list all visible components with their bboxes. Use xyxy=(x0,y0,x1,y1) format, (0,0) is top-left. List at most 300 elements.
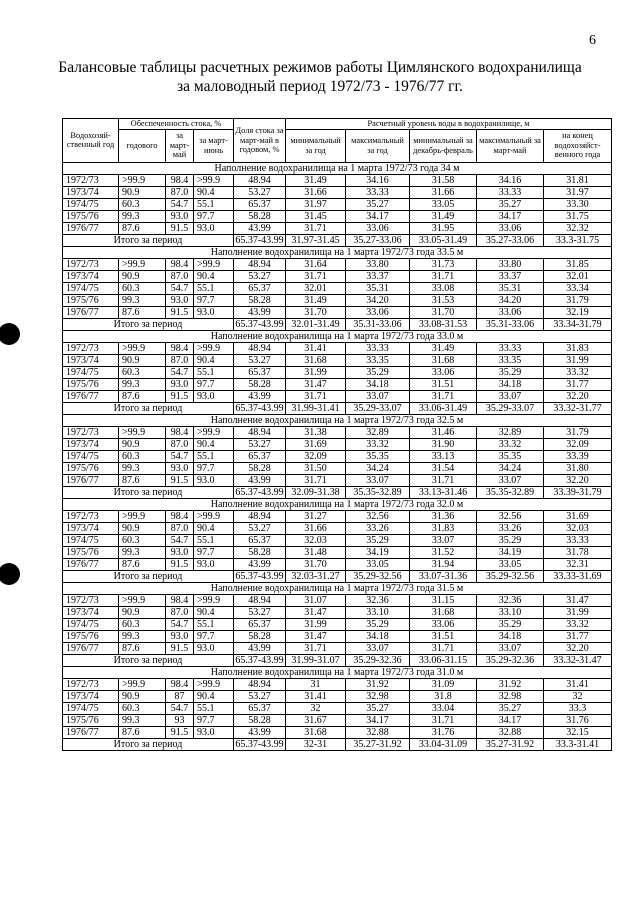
table-cell: 60.3 xyxy=(119,534,166,546)
table-cell: 31.71 xyxy=(410,270,477,282)
table-cell: >99.9 xyxy=(194,258,234,270)
table-cell: 98.4 xyxy=(166,174,194,186)
table-cell: 31.71 xyxy=(286,390,346,402)
header-provision-group: Обеспеченность стока, % xyxy=(119,119,234,130)
table-cell: 31.81 xyxy=(544,174,612,186)
table-cell: 31.99 xyxy=(544,606,612,618)
table-cell: 31.54 xyxy=(410,462,477,474)
table-cell: 60.3 xyxy=(119,618,166,630)
table-cell: 31.53 xyxy=(410,294,477,306)
table-cell: 99.3 xyxy=(119,210,166,222)
table-cell: 65.37 xyxy=(234,282,286,294)
table-cell: 33.80 xyxy=(477,258,544,270)
table-cell: 58.28 xyxy=(234,546,286,558)
table-cell: 35.35 xyxy=(477,450,544,462)
table-cell: 91.5 xyxy=(166,642,194,654)
header-end-year: на конец водохозяйст-венного года xyxy=(544,129,612,162)
total-cell: 35.29-32.56 xyxy=(346,570,410,582)
table-cell: 54.7 xyxy=(166,198,194,210)
table-cell: 35.31 xyxy=(477,282,544,294)
total-cell: 32.01-31.49 xyxy=(286,318,346,330)
table-cell: 58.28 xyxy=(234,378,286,390)
table-row xyxy=(63,270,612,282)
table-cell: 1975/76 xyxy=(63,378,119,390)
table-cell: 32.20 xyxy=(544,642,612,654)
total-label: Итого за период xyxy=(63,654,234,666)
table-cell: 31.07 xyxy=(286,594,346,606)
table-cell: 43.99 xyxy=(234,306,286,318)
table-cell: 60.3 xyxy=(119,702,166,714)
table-cell: 55.1 xyxy=(194,534,234,546)
total-cell: 33.32-31.47 xyxy=(544,654,612,666)
table-cell: 90.9 xyxy=(119,606,166,618)
table-cell: 1972/73 xyxy=(63,510,119,522)
table-cell: 93.0 xyxy=(194,474,234,486)
table-row xyxy=(63,222,612,234)
punch-hole xyxy=(0,323,20,345)
table-cell: 31.70 xyxy=(286,306,346,318)
total-cell: 31.97-31.45 xyxy=(286,234,346,246)
table-row xyxy=(63,306,612,318)
table-cell: 31.70 xyxy=(410,306,477,318)
total-cell: 35.27-31.92 xyxy=(346,738,410,750)
table-cell: 91.5 xyxy=(166,222,194,234)
table-cell: 90.4 xyxy=(194,606,234,618)
table-row xyxy=(63,462,612,474)
table-cell: 65.37 xyxy=(234,198,286,210)
total-cell: 32.09-31.38 xyxy=(286,486,346,498)
table-row xyxy=(63,186,612,198)
table-row xyxy=(63,618,612,630)
total-cell: 35.31-33.06 xyxy=(346,318,410,330)
total-cell: 35.29-32.56 xyxy=(477,570,544,582)
table-cell: >99.9 xyxy=(194,174,234,186)
table-cell: 34.20 xyxy=(346,294,410,306)
table-cell: 33.07 xyxy=(477,390,544,402)
table-cell: 98.4 xyxy=(166,678,194,690)
table-cell: 55.1 xyxy=(194,198,234,210)
table-cell: 33.32 xyxy=(544,618,612,630)
header-share: Доля стока за март-май в годовом, % xyxy=(234,119,286,163)
table-cell: 34.17 xyxy=(477,210,544,222)
table-cell: 34.16 xyxy=(477,174,544,186)
table-cell: 54.7 xyxy=(166,282,194,294)
table-cell: 1973/74 xyxy=(63,354,119,366)
table-row xyxy=(63,198,612,210)
table-row xyxy=(63,258,612,270)
table-cell: 1975/76 xyxy=(63,630,119,642)
table-cell: 99.3 xyxy=(119,714,166,726)
table-cell: >99.9 xyxy=(194,342,234,354)
table-cell: 31.99 xyxy=(544,354,612,366)
table-cell: 65.37 xyxy=(234,702,286,714)
total-cell: 65.37-43.99 xyxy=(235,654,284,666)
table-cell: 1974/75 xyxy=(63,534,119,546)
table-cell: 90.4 xyxy=(194,690,234,702)
table-cell: 35.27 xyxy=(346,702,410,714)
total-cell: 33.04-31.09 xyxy=(410,738,477,750)
table-cell: 93.0 xyxy=(194,222,234,234)
table-cell: 33.32 xyxy=(346,438,410,450)
table-cell: 31.94 xyxy=(410,558,477,570)
table-cell: 35.29 xyxy=(346,366,410,378)
table-cell: 97.7 xyxy=(194,714,234,726)
table-cell: 33.35 xyxy=(477,354,544,366)
total-label: Итого за период xyxy=(63,570,234,582)
section-heading-row xyxy=(63,246,612,258)
table-cell: 90.4 xyxy=(194,438,234,450)
header-min-dec-feb: минимальный за декабрь-февраль xyxy=(410,129,477,162)
section-heading: Наполнение водохранилища на 1 марта 1972/73 года 32.5 м xyxy=(63,414,612,426)
section-heading-row xyxy=(63,498,612,510)
table-cell: 33.32 xyxy=(477,438,544,450)
table-cell: 90.9 xyxy=(119,354,166,366)
table-row xyxy=(63,546,612,558)
table-cell: 48.94 xyxy=(234,510,286,522)
table-cell: 31.69 xyxy=(544,510,612,522)
table-cell: 1976/77 xyxy=(63,390,119,402)
total-cell: 65.37-43.99 xyxy=(235,570,284,582)
table-cell: 33.06 xyxy=(410,366,477,378)
title-line-1: Балансовые таблицы расчетных режимов работы Цимлянского водохранилища xyxy=(58,59,582,76)
table-cell: 87.6 xyxy=(119,726,166,738)
table-cell: 31.76 xyxy=(410,726,477,738)
total-cell: 31.99-31.41 xyxy=(286,402,346,414)
total-cell: 65.37-43.99 xyxy=(235,318,284,330)
total-cell: 31.99-31.07 xyxy=(286,654,346,666)
total-cell: 35.29-32.36 xyxy=(346,654,410,666)
total-row xyxy=(63,654,612,666)
table-cell: 31.52 xyxy=(410,546,477,558)
balance-table xyxy=(62,118,612,751)
table-cell: 48.94 xyxy=(234,678,286,690)
table-cell: 1975/76 xyxy=(63,210,119,222)
total-cell: 35.27-33.06 xyxy=(346,234,410,246)
table-cell: 33.33 xyxy=(544,534,612,546)
table-cell: 32.88 xyxy=(477,726,544,738)
table-cell: 34.18 xyxy=(477,378,544,390)
header-march-may: за март-май xyxy=(166,129,194,162)
total-label: Итого за период xyxy=(63,234,234,246)
table-cell: 43.99 xyxy=(234,726,286,738)
table-cell: 33.32 xyxy=(544,366,612,378)
table-cell: 55.1 xyxy=(194,702,234,714)
header-min-year: минимальный за год xyxy=(286,129,346,162)
table-cell: 60.3 xyxy=(119,282,166,294)
table-cell: 31.99 xyxy=(286,618,346,630)
table-cell: 31.97 xyxy=(544,186,612,198)
table-cell: 31.78 xyxy=(544,546,612,558)
table-cell: 87.6 xyxy=(119,222,166,234)
table-cell: 55.1 xyxy=(194,618,234,630)
total-cell: 32.03-31.27 xyxy=(286,570,346,582)
table-cell: 32.09 xyxy=(544,438,612,450)
table-cell: 93.0 xyxy=(194,306,234,318)
table-cell: 31.09 xyxy=(410,678,477,690)
table-cell: 32.31 xyxy=(544,558,612,570)
total-label: Итого за период xyxy=(63,402,234,414)
table-cell: 97.7 xyxy=(194,630,234,642)
table-cell: 87.6 xyxy=(119,642,166,654)
table-cell: >99.9 xyxy=(119,342,166,354)
table-cell: 53.27 xyxy=(234,690,286,702)
table-cell: 1972/73 xyxy=(63,342,119,354)
table-cell: 43.99 xyxy=(234,642,286,654)
table-cell: 31.70 xyxy=(286,558,346,570)
table-cell: 31.66 xyxy=(286,522,346,534)
table-cell: 31.71 xyxy=(286,642,346,654)
table-cell: 31.83 xyxy=(410,522,477,534)
table-cell: 31.47 xyxy=(286,378,346,390)
table-cell: 33.10 xyxy=(346,606,410,618)
table-cell: 53.27 xyxy=(234,606,286,618)
table-cell: 31.50 xyxy=(286,462,346,474)
table-cell: 87.0 xyxy=(166,186,194,198)
table-cell: 34.24 xyxy=(346,462,410,474)
table-row xyxy=(63,354,612,366)
table-cell: >99.9 xyxy=(194,594,234,606)
header-march-june: за март-июнь xyxy=(194,129,234,162)
table-row xyxy=(63,690,612,702)
table-cell: 32 xyxy=(286,702,346,714)
table-row xyxy=(63,474,612,486)
table-row xyxy=(63,606,612,618)
section-heading: Наполнение водохранилища на 1 марта 1972/73 года 33.5 м xyxy=(63,246,612,258)
table-cell: 98.4 xyxy=(166,258,194,270)
table-cell: >99.9 xyxy=(119,258,166,270)
total-cell: 35.27-31.92 xyxy=(477,738,544,750)
table-cell: 31.79 xyxy=(544,294,612,306)
table-cell: 31.80 xyxy=(544,462,612,474)
table-cell: 33.3 xyxy=(544,702,612,714)
total-row xyxy=(63,570,612,582)
document-title xyxy=(0,58,640,96)
table-cell: 93.0 xyxy=(166,378,194,390)
section-heading: Наполнение водохранилища на 1 марта 1972/73 года 32.0 м xyxy=(63,498,612,510)
table-cell: 93.0 xyxy=(194,726,234,738)
table-row xyxy=(63,714,612,726)
total-row xyxy=(63,318,612,330)
table-header xyxy=(63,119,612,163)
total-label: Итого за период xyxy=(63,318,234,330)
table-cell: 43.99 xyxy=(234,474,286,486)
table-cell: 1973/74 xyxy=(63,690,119,702)
table-cell: 87.0 xyxy=(166,354,194,366)
table-cell: 32.88 xyxy=(346,726,410,738)
table-cell: 34.18 xyxy=(346,630,410,642)
table-cell: 31.51 xyxy=(410,378,477,390)
table-cell: 33.04 xyxy=(410,702,477,714)
table-cell: 32.03 xyxy=(544,522,612,534)
table-cell: 1974/75 xyxy=(63,282,119,294)
table-cell: 33.33 xyxy=(346,186,410,198)
table-cell: 53.27 xyxy=(234,438,286,450)
table-cell: 32.03 xyxy=(286,534,346,546)
table-cell: 33.07 xyxy=(477,642,544,654)
header-annual: годового xyxy=(119,129,166,162)
table-cell: 32.89 xyxy=(346,426,410,438)
table-cell: 31.92 xyxy=(346,678,410,690)
table-cell: 1975/76 xyxy=(63,546,119,558)
table-cell: 53.27 xyxy=(234,270,286,282)
table-cell: 48.94 xyxy=(234,426,286,438)
table-cell: 55.1 xyxy=(194,450,234,462)
table-cell: 58.28 xyxy=(234,210,286,222)
table-cell: 98.4 xyxy=(166,510,194,522)
table-cell: 34.18 xyxy=(346,378,410,390)
page-number: 6 xyxy=(589,33,596,48)
table-cell: 33.06 xyxy=(477,222,544,234)
section-heading: Наполнение водохранилища на 1 марта 1972/73 года 33.0 м xyxy=(63,330,612,342)
table-cell: 65.37 xyxy=(234,366,286,378)
table-cell: 31.46 xyxy=(410,426,477,438)
table-cell: 31.75 xyxy=(544,210,612,222)
table-cell: 31.64 xyxy=(286,258,346,270)
header-max-mar-may: максимальный за март-май xyxy=(477,129,544,162)
table-cell: 1975/76 xyxy=(63,294,119,306)
table-cell: 33.10 xyxy=(477,606,544,618)
table-cell: 34.20 xyxy=(477,294,544,306)
table-cell: 31.48 xyxy=(286,546,346,558)
total-cell: 35.29-33.07 xyxy=(346,402,410,414)
table-cell: 32.32 xyxy=(544,222,612,234)
total-label: Итого за период xyxy=(63,486,234,498)
table-cell: 97.7 xyxy=(194,210,234,222)
table-cell: >99.9 xyxy=(194,510,234,522)
table-cell: 32.56 xyxy=(346,510,410,522)
table-cell: 31.69 xyxy=(286,438,346,450)
table-cell: 1973/74 xyxy=(63,186,119,198)
table-cell: 35.29 xyxy=(477,366,544,378)
table-cell: 34.19 xyxy=(346,546,410,558)
table-cell: 1972/73 xyxy=(63,258,119,270)
table-cell: 32.98 xyxy=(477,690,544,702)
table-cell: 31.45 xyxy=(286,210,346,222)
table-row xyxy=(63,678,612,690)
table-cell: >99.9 xyxy=(119,594,166,606)
total-cell: 33.07-31.36 xyxy=(410,570,477,582)
table-cell: 31.90 xyxy=(410,438,477,450)
table-cell: 91.5 xyxy=(166,306,194,318)
table-cell: 1974/75 xyxy=(63,366,119,378)
table-cell: 93.0 xyxy=(194,390,234,402)
table-cell: 43.99 xyxy=(234,222,286,234)
table-cell: 34.19 xyxy=(477,546,544,558)
table-cell: 33.08 xyxy=(410,282,477,294)
table-cell: 31.67 xyxy=(286,714,346,726)
table-cell: 34.24 xyxy=(477,462,544,474)
table-cell: 48.94 xyxy=(234,258,286,270)
table-cell: 53.27 xyxy=(234,186,286,198)
total-cell: 65.37-43.99 xyxy=(235,234,284,246)
table-cell: 1975/76 xyxy=(63,714,119,726)
header-max-year: максимальный за год xyxy=(346,129,410,162)
table-cell: 33.39 xyxy=(544,450,612,462)
table-cell: 90.4 xyxy=(194,522,234,534)
table-cell: 31.58 xyxy=(410,174,477,186)
table-cell: 54.7 xyxy=(166,366,194,378)
table-cell: 33.07 xyxy=(346,474,410,486)
table-cell: 31.71 xyxy=(286,474,346,486)
table-row xyxy=(63,390,612,402)
table-cell: 87.6 xyxy=(119,306,166,318)
table-cell: 31.99 xyxy=(286,366,346,378)
table-cell: 54.7 xyxy=(166,618,194,630)
table-cell: 33.35 xyxy=(346,354,410,366)
table-cell: 1975/76 xyxy=(63,462,119,474)
total-cell: 65.37-43.99 xyxy=(235,402,284,414)
table-cell: 31.41 xyxy=(286,690,346,702)
table-cell: 99.3 xyxy=(119,546,166,558)
table-cell: 33.34 xyxy=(544,282,612,294)
table-cell: 35.27 xyxy=(346,198,410,210)
table-cell: 35.35 xyxy=(346,450,410,462)
table-cell: 90.9 xyxy=(119,270,166,282)
table-cell: 32.56 xyxy=(477,510,544,522)
table-cell: 60.3 xyxy=(119,450,166,462)
table-cell: 97.7 xyxy=(194,546,234,558)
table-cell: 33.07 xyxy=(410,534,477,546)
table-cell: >99.9 xyxy=(194,426,234,438)
table-cell: 87.0 xyxy=(166,270,194,282)
table-cell: 65.37 xyxy=(234,618,286,630)
table-cell: 43.99 xyxy=(234,558,286,570)
table-cell: 31.97 xyxy=(286,198,346,210)
total-cell: 32-31 xyxy=(286,738,346,750)
table-cell: 48.94 xyxy=(234,342,286,354)
table-row xyxy=(63,594,612,606)
table-cell: 33.07 xyxy=(346,642,410,654)
table-cell: 35.29 xyxy=(346,534,410,546)
section-heading: Наполнение водохранилища на 1 марта 1972/73 года 31.0 м xyxy=(63,666,612,678)
table-cell: 32.19 xyxy=(544,306,612,318)
table-cell: 93 xyxy=(166,714,194,726)
table-cell: 31.51 xyxy=(410,630,477,642)
table-cell: 55.1 xyxy=(194,282,234,294)
table-row xyxy=(63,522,612,534)
table-cell: 58.28 xyxy=(234,630,286,642)
table-cell: 87 xyxy=(166,690,194,702)
total-cell: 33.33-31.69 xyxy=(544,570,612,582)
table-cell: 32.36 xyxy=(477,594,544,606)
table-cell: 90.4 xyxy=(194,270,234,282)
total-cell: 33.39-31.79 xyxy=(544,486,612,498)
table-cell: 93.0 xyxy=(166,210,194,222)
table-cell: 97.7 xyxy=(194,294,234,306)
table-cell: 1976/77 xyxy=(63,474,119,486)
total-cell: 65.37-43.99 xyxy=(235,486,284,498)
table-cell: 58.28 xyxy=(234,294,286,306)
table-row xyxy=(63,642,612,654)
table-cell: 32.15 xyxy=(544,726,612,738)
table-row xyxy=(63,366,612,378)
table-cell: 32.36 xyxy=(346,594,410,606)
total-label: Итого за период xyxy=(63,738,234,750)
table-cell: 31.71 xyxy=(410,642,477,654)
table-row xyxy=(63,294,612,306)
table-cell: 53.27 xyxy=(234,522,286,534)
table-cell: 31.68 xyxy=(286,726,346,738)
table-cell: 33.07 xyxy=(477,474,544,486)
table-cell: 31.66 xyxy=(410,186,477,198)
table-row xyxy=(63,702,612,714)
table-cell: 33.06 xyxy=(477,306,544,318)
total-row xyxy=(63,486,612,498)
table-cell: 1976/77 xyxy=(63,558,119,570)
table-cell: 33.37 xyxy=(346,270,410,282)
table-cell: 48.94 xyxy=(234,594,286,606)
table-row xyxy=(63,450,612,462)
